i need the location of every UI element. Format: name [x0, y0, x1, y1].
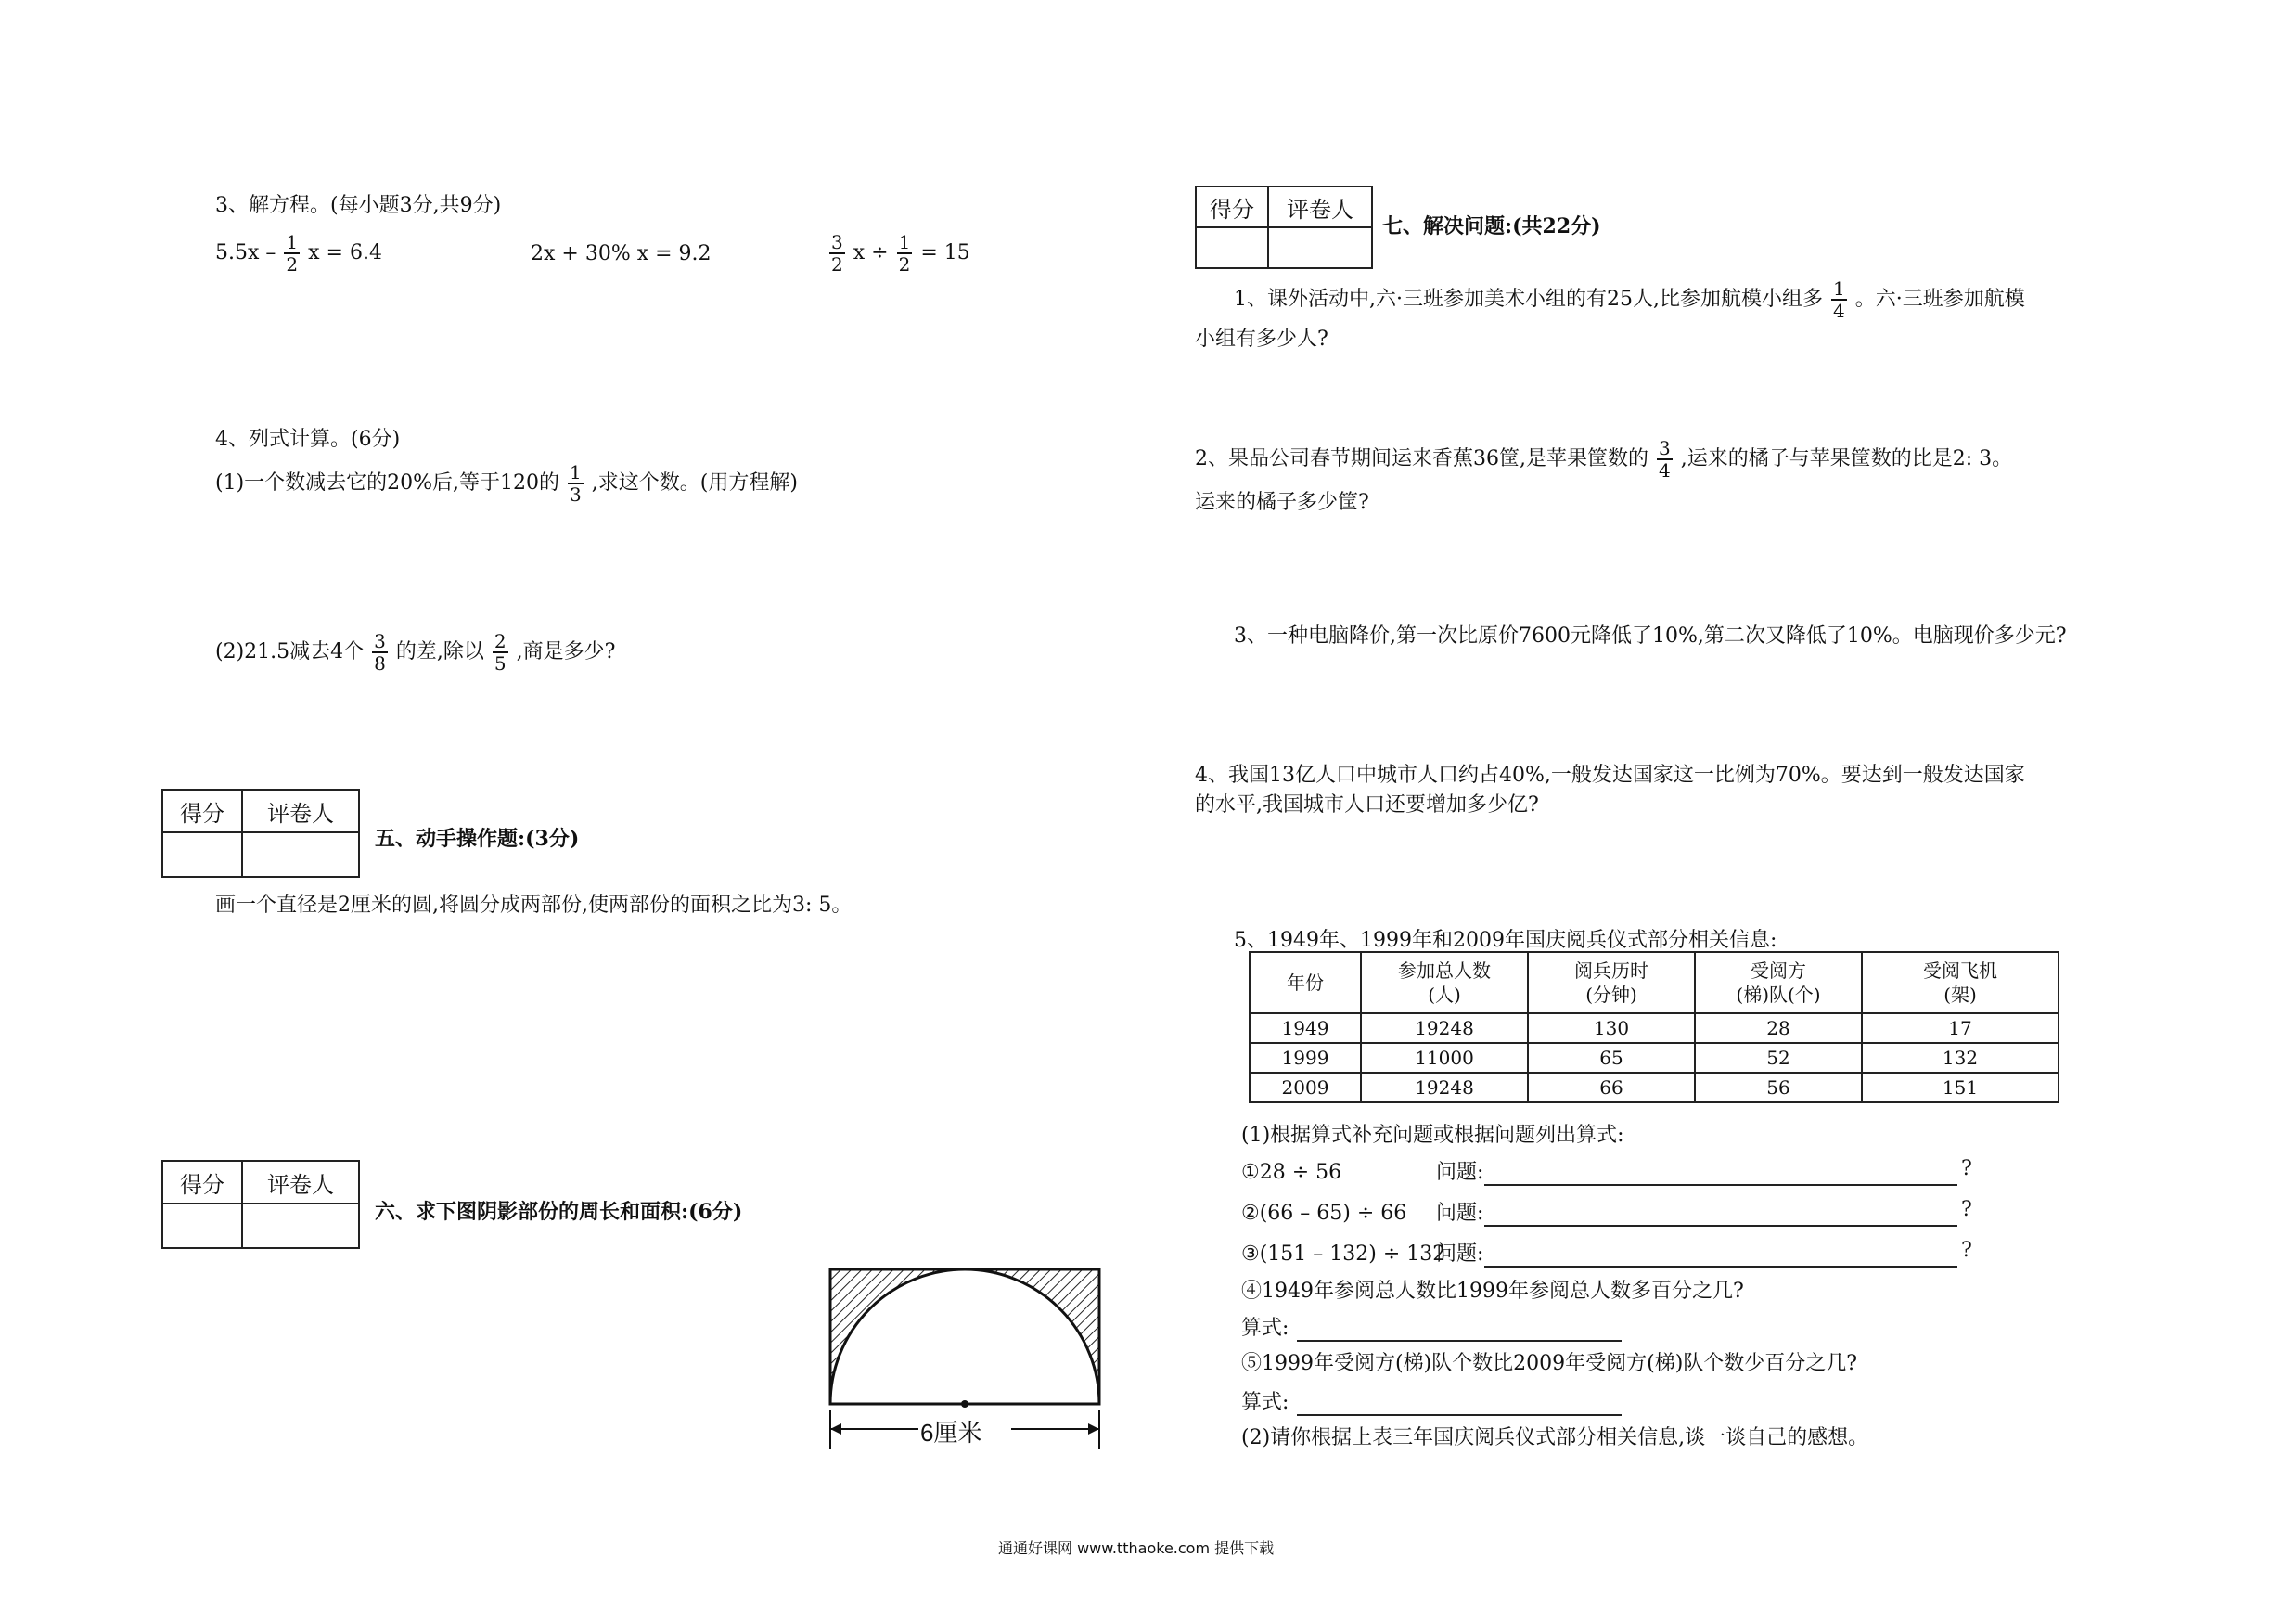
grader-label: 评卷人 — [1268, 187, 1372, 227]
answer-blank-1[interactable] — [1484, 1165, 1957, 1186]
table-cell: 1949 — [1250, 1013, 1361, 1043]
question-label-3: 问题: — [1436, 1242, 1484, 1266]
question-label-1: 问题: — [1436, 1161, 1484, 1184]
footer-text: 通通好课网 www.tthaoke.com 提供下载 — [998, 1539, 1275, 1557]
score-cell[interactable] — [1196, 227, 1268, 268]
formula-label-4: 算式: — [1241, 1317, 1289, 1340]
answer-blank-3[interactable] — [1484, 1247, 1957, 1268]
question-mark-2: ? — [1961, 1198, 1972, 1221]
table-row — [1250, 1073, 2059, 1102]
formula-blank-5[interactable] — [1297, 1396, 1622, 1416]
expr-item-1: ①28 ÷ 56 — [1241, 1161, 1342, 1184]
calc-question-1: (1)一个数减去它的20%后,等于120的 $\frac{1}{3}$ ,求这个数。(用方程解) — [215, 461, 798, 506]
item-4-text: ④1949年参阅总人数比1999年参阅总人数多百分之几? — [1241, 1280, 1744, 1303]
table-cell: 28 — [1695, 1013, 1862, 1043]
header-duration: 阅兵历时 (分钟) — [1528, 952, 1695, 1013]
score-cell[interactable] — [162, 1204, 242, 1248]
table-cell: 11000 — [1361, 1043, 1528, 1073]
equation-2: 2x + 30% x = 9.2 — [531, 242, 712, 265]
sub-question-1-heading: (1)根据算式补充问题或根据问题列出算式: — [1241, 1124, 1624, 1147]
table-cell: 151 — [1862, 1073, 2059, 1102]
problem-1-line-2: 小组有多少人? — [1195, 328, 1328, 351]
table-cell: 17 — [1862, 1013, 2059, 1043]
question-mark-3: ? — [1961, 1239, 1972, 1262]
parade-data-table — [1249, 951, 2059, 1103]
score-cell[interactable] — [162, 832, 242, 877]
table-cell: 19248 — [1361, 1073, 1528, 1102]
section-5-text: 画一个直径是2厘米的圆,将圆分成两部份,使两部份的面积之比为3: 5。 — [215, 894, 853, 917]
problem-2: 2、果品公司春节期间运来香蕉36筐,是苹果筐数的 $\frac{3}{4}$ ,运来的橘子与苹果筐数的比是2: 3。 — [1195, 437, 2013, 482]
table-row — [1250, 1043, 2059, 1073]
table-cell: 2009 — [1250, 1073, 1361, 1102]
equation-1: 5.5x – $\frac{1}{2}$ x = 6.4 — [215, 231, 382, 276]
score-box-section-7 — [1195, 186, 1373, 269]
score-box-section-5 — [161, 789, 360, 878]
header-formations: 受阅方 (梯)队(个) — [1695, 952, 1862, 1013]
problem-2-line-2: 运来的橘子多少筐? — [1195, 491, 1369, 514]
score-label: 得分 — [1196, 187, 1268, 227]
table-cell: 132 — [1862, 1043, 2059, 1073]
table-cell: 130 — [1528, 1013, 1695, 1043]
formula-blank-4[interactable] — [1297, 1321, 1622, 1342]
equation-3: $\frac{3}{2}$ x ÷ $\frac{1}{2}$ = 15 — [831, 231, 970, 276]
calc-question-2: (2)21.5减去4个 $\frac{3}{8}$ 的差,除以 $\frac{2}{5}$ ,商是多少? — [215, 630, 616, 675]
table-cell: 1999 — [1250, 1043, 1361, 1073]
section-4-heading: 4、列式计算。(6分) — [215, 428, 401, 451]
sub-question-2: (2)请你根据上表三年国庆阅兵仪式部分相关信息,谈一谈自己的感想。 — [1241, 1426, 1869, 1449]
problem-5-intro: 5、1949年、1999年和2009年国庆阅兵仪式部分相关信息: — [1234, 929, 1777, 952]
item-5-text: ⑤1999年受阅方(梯)队个数比2009年受阅方(梯)队个数少百分之几? — [1241, 1352, 1858, 1375]
grader-label: 评卷人 — [242, 1161, 359, 1204]
expr-item-3: ③(151 – 132) ÷ 132 — [1241, 1242, 1446, 1266]
table-cell: 19248 — [1361, 1013, 1528, 1043]
grader-cell[interactable] — [242, 1204, 359, 1248]
problem-4: 4、我国13亿人口中城市人口约占40%,一般发达国家这一比例为70%。要达到一般发达国家 — [1195, 764, 2025, 787]
score-label: 得分 — [162, 790, 242, 832]
section-5-heading: 五、动手操作题:(3分) — [375, 827, 580, 851]
table-cell: 66 — [1528, 1073, 1695, 1102]
problem-3: 3、一种电脑降价,第一次比原价7600元降低了10%,第二次又降低了10%。电脑现价多少元? — [1234, 624, 2067, 648]
score-box-section-6 — [161, 1160, 360, 1249]
answer-blank-2[interactable] — [1484, 1206, 1957, 1227]
problem-1: 1、课外活动中,六·三班参加美术小组的有25人,比参加航模小组多 $\frac{1}{4}$ 。六·三班参加航模 — [1234, 277, 2025, 322]
table-row — [1250, 1013, 2059, 1043]
header-aircraft: 受阅飞机 (架) — [1862, 952, 2059, 1013]
table-header-row — [1250, 952, 2059, 1013]
grader-cell[interactable] — [1268, 227, 1372, 268]
arrow-right-icon — [1088, 1423, 1099, 1435]
formula-label-5: 算式: — [1241, 1391, 1289, 1414]
expr-item-2: ②(66 – 65) ÷ 66 — [1241, 1202, 1407, 1225]
section-7-heading: 七、解决问题:(共22分) — [1382, 214, 1601, 238]
problem-4-line-2: 的水平,我国城市人口还要增加多少亿? — [1195, 793, 1539, 817]
header-participants: 参加总人数 (人) — [1361, 952, 1528, 1013]
table-cell: 65 — [1528, 1043, 1695, 1073]
center-point — [961, 1400, 968, 1408]
section-6-heading: 六、求下图阴影部份的周长和面积:(6分) — [375, 1200, 743, 1224]
grader-label: 评卷人 — [242, 790, 359, 832]
table-cell: 52 — [1695, 1043, 1862, 1073]
section-3-heading: 3、解方程。(每小题3分,共9分) — [215, 194, 502, 217]
question-label-2: 问题: — [1436, 1202, 1484, 1225]
dimension-label: 6厘米 — [920, 1419, 982, 1447]
score-label: 得分 — [162, 1161, 242, 1204]
arrow-left-icon — [830, 1423, 841, 1435]
question-mark-1: ? — [1961, 1157, 1972, 1180]
grader-cell[interactable] — [242, 832, 359, 877]
header-year: 年份 — [1250, 952, 1361, 1013]
table-cell: 56 — [1695, 1073, 1862, 1102]
